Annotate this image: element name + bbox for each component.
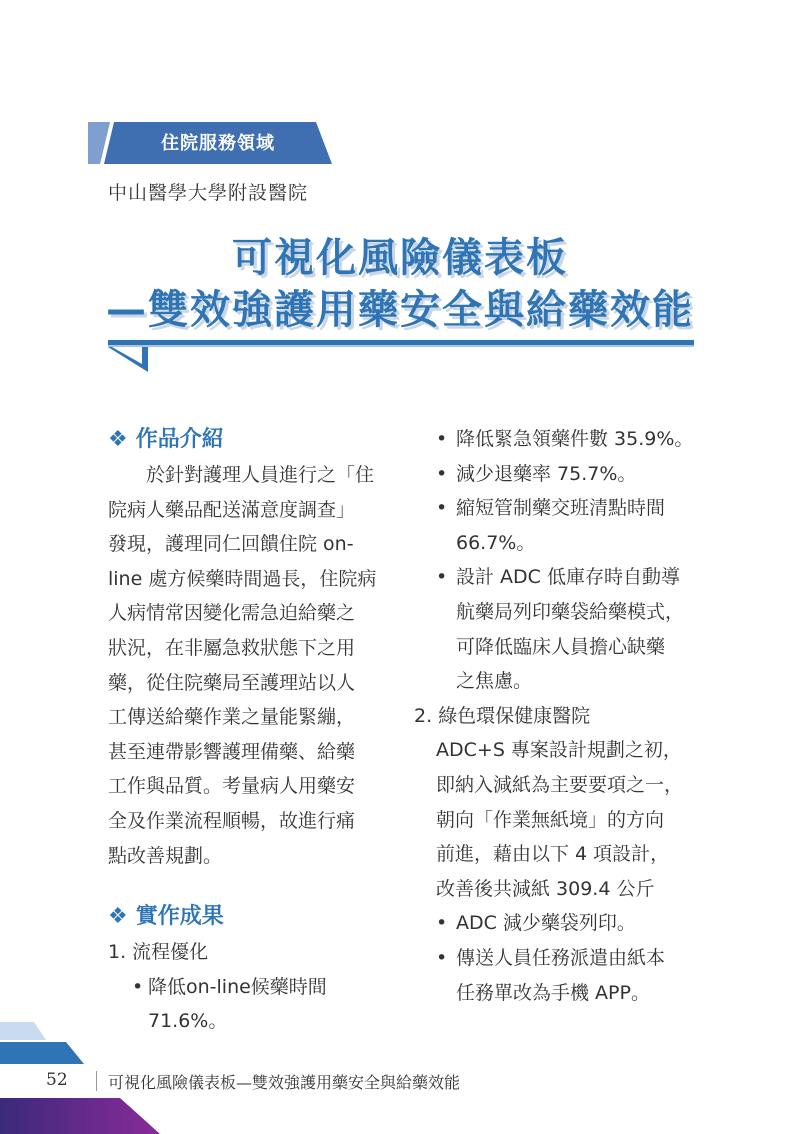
hospital-name: 中山醫學大學附設醫院 [108, 182, 309, 204]
item-2-title: 2. 綠色環保健康醫院 [414, 704, 591, 727]
list-item [414, 941, 698, 1010]
paragraph-line: 工傳送給藥作業之量能緊繃， [108, 706, 356, 729]
list-item [414, 422, 698, 457]
item-1-title: 1. 流程優化 [108, 941, 209, 964]
paragraph-line: ADC+S 專案設計規劃之初， [436, 739, 682, 762]
paragraph-line: 全及作業流程順暢，故進行痛 [108, 809, 356, 832]
list-item-line: ADC 減少藥袋列印。 [456, 912, 636, 935]
paragraph-line: line 處方候藥時間過長，住院病 [108, 567, 377, 590]
list-item-line: 降低緊急領藥件數 35.9%。 [456, 428, 694, 450]
diamond-cluster-icon: ❖ [108, 904, 128, 930]
page-title-line1: 可視化風險儀表板 [232, 235, 568, 281]
list-item-line: 減少退藥率 75.7%。 [456, 462, 637, 485]
bullet-icon: • [436, 566, 448, 589]
paragraph-line: 狀況，在非屬急救狀態下之用 [108, 636, 356, 659]
bullet-icon: • [132, 975, 144, 998]
bullet-list-a [414, 422, 698, 699]
result-heading: ❖ 實作成果 [108, 904, 224, 930]
paragraph-line: 點改善規劃。 [108, 844, 223, 867]
intro-paragraph [108, 458, 386, 873]
bullet-icon: • [436, 912, 448, 935]
running-title: 可視化風險儀表板—雙效強護用藥安全與給藥效能 [108, 1073, 461, 1092]
item-2-paragraph [414, 733, 698, 906]
right-column [414, 422, 698, 1010]
list-item [414, 906, 698, 941]
list-item [414, 457, 698, 492]
bullet-icon: • [436, 946, 448, 969]
paragraph-line: 於針對護理人員進行之「住 [146, 464, 375, 486]
list-item-line: 可降低臨床人員擔心缺藥 [456, 635, 666, 658]
list-item-line: 之焦慮。 [456, 670, 533, 693]
left-column [108, 422, 386, 1039]
list-item: • 降低on-line候藥時間 71.6%。 [108, 970, 386, 1039]
page-title-line2: —雙效強護用藥安全與給藥效能 [106, 287, 694, 333]
bullet-icon: • [436, 497, 448, 520]
paragraph-line: 改善後共減紙 309.4 公斤 [436, 877, 655, 900]
paragraph-line: 藥，從住院藥局至護理站以人 [108, 671, 356, 694]
section-tag-label: 住院服務領域 [161, 133, 275, 154]
list-item-line: 航藥局列印藥袋給藥模式， [456, 600, 685, 623]
paragraph-line: 人病情常因變化需急迫給藥之 [108, 602, 356, 625]
list-item [414, 491, 698, 560]
paragraph-line: 即納入減紙為主要要項之一， [436, 773, 684, 796]
paragraph-line: 發現，護理同仁回饋住院 on- [108, 533, 354, 556]
paragraph-line: 工作與品質。考量病人用藥安 [108, 775, 356, 798]
page-number: 52 [46, 1070, 68, 1090]
title-divider [108, 340, 694, 380]
list-item-line: 設計 ADC 低庫存時自動導 [456, 566, 680, 589]
diamond-cluster-icon: ❖ [108, 427, 128, 452]
list-item-line: 縮短管制藥交班清點時間 [456, 497, 666, 520]
paragraph-line: 甚至連帶影響護理備藥、給藥 [108, 740, 356, 763]
list-item-line: 66.7%。 [456, 531, 536, 554]
paragraph-line: 院病人藥品配送滿意度調查」 [108, 498, 356, 521]
bullet-icon: • [436, 428, 448, 450]
list-item [414, 560, 698, 698]
paragraph-line: 朝向「作業無紙境」的方向 [436, 808, 665, 831]
bullet-icon: • [436, 462, 448, 485]
paragraph-line: 前進，藉由以下 4 項設計， [436, 843, 670, 866]
bullet-list-b [414, 906, 698, 1010]
footer-separator [96, 1071, 97, 1091]
list-item-line: 傳送人員任務派遣由紙本 [456, 946, 666, 969]
list-item-line: 任務單改為手機 APP。 [456, 981, 650, 1004]
intro-heading: ❖ 作品介紹 [108, 427, 224, 452]
